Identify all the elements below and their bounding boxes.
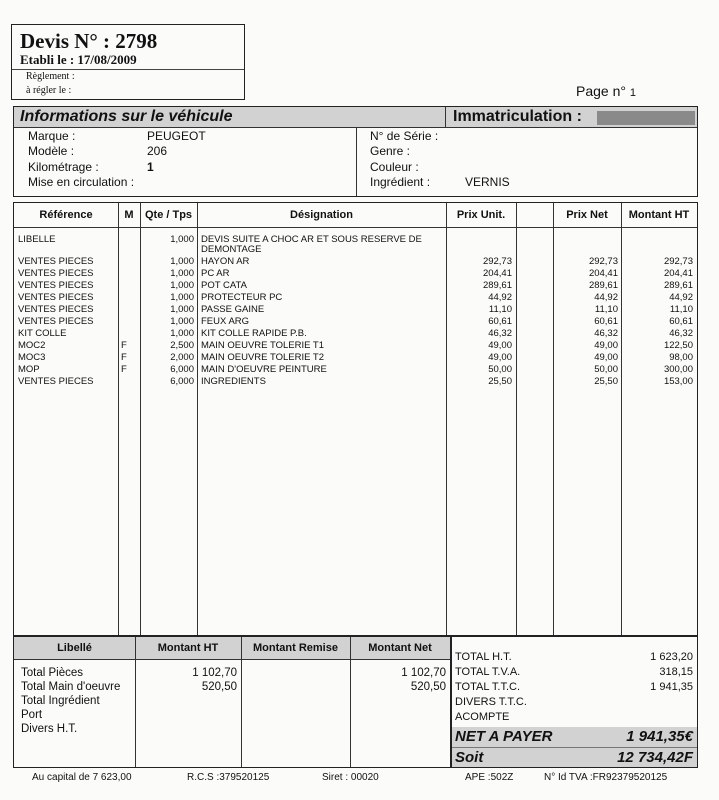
line-pu: 204,41 bbox=[482, 268, 512, 279]
line-qte: 1,000 bbox=[170, 268, 194, 279]
line-qte: 2,000 bbox=[170, 352, 194, 363]
line-ref: VENTES PIECES bbox=[18, 280, 94, 291]
acompte-label: ACOMPTE bbox=[455, 711, 510, 723]
net-a-payer-value: 1 941,35€ bbox=[626, 728, 693, 745]
net-a-payer-label: NET A PAYER bbox=[455, 728, 553, 745]
totals-box bbox=[451, 636, 698, 768]
total-tva-value: 318,15 bbox=[659, 666, 693, 678]
line-pu: 49,00 bbox=[488, 340, 512, 351]
col-prix-net: Prix Net bbox=[566, 209, 608, 221]
a-regler-label: à régler le : bbox=[26, 85, 72, 96]
modele-label: Modèle : bbox=[28, 144, 75, 158]
total-ht-label: TOTAL H.T. bbox=[455, 651, 512, 663]
line-ref: KIT COLLE bbox=[18, 328, 67, 339]
soit-label: Soit bbox=[455, 749, 484, 766]
line-qte: 1,000 bbox=[170, 316, 194, 327]
line-ref: MOP bbox=[18, 364, 40, 375]
quote-header-box bbox=[11, 24, 245, 100]
total-ttc-value: 1 941,35 bbox=[650, 681, 693, 693]
line-des: MAIN OEUVRE TOLERIE T1 bbox=[201, 340, 325, 351]
line-mt: 292,73 bbox=[663, 256, 693, 267]
immat-redacted bbox=[597, 111, 695, 125]
summary-row-net: 520,50 bbox=[410, 681, 446, 693]
quote-title: Devis N° : 2798 bbox=[20, 29, 158, 53]
immat-title: Immatriculation : bbox=[453, 108, 582, 125]
line-mt: 122,50 bbox=[663, 340, 693, 351]
total-tva-label: TOTAL T.V.A. bbox=[455, 666, 521, 678]
footer-ape: APE :502Z bbox=[465, 772, 514, 783]
page-value: 1 bbox=[629, 87, 636, 99]
line-des-continued: DEMONTAGE bbox=[201, 244, 262, 255]
vehicle-section-title: Informations sur le véhicule bbox=[20, 108, 233, 125]
col-designation: Désignation bbox=[290, 209, 353, 221]
footer-siret: Siret : 00020 bbox=[322, 772, 379, 783]
line-qte: 1,000 bbox=[170, 256, 194, 267]
line-pn: 25,50 bbox=[594, 376, 618, 387]
line-mt: 98,00 bbox=[669, 352, 693, 363]
ingredient-value: VERNIS bbox=[465, 175, 510, 189]
summary-row-ht: 520,50 bbox=[201, 681, 237, 693]
reglement-label: Règlement : bbox=[26, 71, 75, 82]
summary-row-label: Divers H.T. bbox=[21, 723, 78, 735]
line-des: MAIN OEUVRE TOLERIE T2 bbox=[201, 352, 325, 363]
line-des: INGREDIENTS bbox=[201, 376, 266, 387]
vehicle-info-box bbox=[13, 106, 698, 197]
ingredient-label: Ingrédient : bbox=[370, 175, 431, 189]
line-mt: 46,32 bbox=[669, 328, 693, 339]
line-pn: 50,00 bbox=[594, 364, 618, 375]
col-reference: Référence bbox=[39, 209, 93, 221]
modele-value: 206 bbox=[147, 144, 168, 158]
line-des: PROTECTEUR PC bbox=[201, 292, 283, 303]
line-mt: 44,92 bbox=[669, 292, 693, 303]
mise-circulation-label: Mise en circulation : bbox=[28, 175, 135, 189]
line-ref: VENTES PIECES bbox=[18, 292, 94, 303]
line-pu: 46,32 bbox=[488, 328, 512, 339]
line-qte: 1,000 bbox=[170, 280, 194, 291]
line-pu: 25,50 bbox=[488, 376, 512, 387]
summary-row-ht: 1 102,70 bbox=[192, 667, 237, 679]
col-m: M bbox=[124, 209, 134, 221]
line-qte: 2,500 bbox=[170, 340, 194, 351]
line-qte: 1,000 bbox=[170, 304, 194, 315]
line-qte: 6,000 bbox=[170, 364, 194, 375]
line-des: DEVIS SUITE A CHOC AR ET SOUS RESERVE DE bbox=[201, 234, 422, 245]
footer-rcs: R.C.S :379520125 bbox=[187, 772, 270, 783]
line-pn: 292,73 bbox=[588, 256, 618, 267]
line-pu: 49,00 bbox=[488, 352, 512, 363]
divers-ttc-label: DIVERS T.T.C. bbox=[455, 696, 527, 708]
col-prix-unit: Prix Unit. bbox=[456, 209, 506, 221]
genre-label: Genre : bbox=[370, 144, 411, 158]
line-qte: 1,000 bbox=[170, 234, 194, 245]
line-ref: MOC3 bbox=[18, 352, 46, 363]
line-pn: 49,00 bbox=[594, 352, 618, 363]
marque-value: PEUGEOT bbox=[147, 129, 206, 143]
line-ref: MOC2 bbox=[18, 340, 46, 351]
soit-value: 12 734,42F bbox=[617, 749, 693, 766]
line-pu: 50,00 bbox=[488, 364, 512, 375]
line-qte: 1,000 bbox=[170, 292, 194, 303]
footer-capital: Au capital de 7 623,00 bbox=[32, 772, 132, 783]
line-des: POT CATA bbox=[201, 280, 247, 291]
line-mt: 300,00 bbox=[663, 364, 693, 375]
line-ref: LIBELLE bbox=[18, 234, 56, 245]
quote-date: Etabli le : 17/08/2009 bbox=[20, 52, 137, 67]
line-pn: 46,32 bbox=[594, 328, 618, 339]
line-ref: VENTES PIECES bbox=[18, 256, 94, 267]
page-number bbox=[576, 83, 636, 99]
line-des: FEUX ARG bbox=[201, 316, 250, 327]
line-m: F bbox=[121, 364, 127, 375]
line-ref: VENTES PIECES bbox=[18, 376, 94, 387]
line-pu: 11,10 bbox=[488, 304, 512, 315]
line-qte: 6,000 bbox=[170, 376, 194, 387]
col-qte: Qte / Tps bbox=[144, 209, 193, 221]
line-pn: 44,92 bbox=[594, 292, 618, 303]
total-ht-value: 1 623,20 bbox=[650, 651, 693, 663]
line-pu: 44,92 bbox=[488, 292, 512, 303]
line-mt: 204,41 bbox=[663, 268, 693, 279]
summary-col-libelle: Libellé bbox=[57, 642, 92, 654]
line-pn: 11,10 bbox=[594, 304, 618, 315]
line-pn: 49,00 bbox=[594, 340, 618, 351]
line-des: HAYON AR bbox=[201, 256, 250, 267]
summary-table bbox=[13, 636, 451, 768]
summary-row-net: 1 102,70 bbox=[401, 667, 446, 679]
line-qte: 1,000 bbox=[170, 328, 194, 339]
summary-row-label: Total Main d'oeuvre bbox=[21, 681, 121, 693]
line-m: F bbox=[121, 352, 127, 363]
line-ref: VENTES PIECES bbox=[18, 316, 94, 327]
page-label: Page n° bbox=[576, 83, 626, 99]
line-mt: 11,10 bbox=[669, 304, 693, 315]
line-pn: 204,41 bbox=[588, 268, 618, 279]
col-montant-ht: Montant HT bbox=[628, 209, 690, 221]
line-m: F bbox=[121, 340, 127, 351]
kilometrage-label: Kilométrage : bbox=[28, 160, 99, 174]
line-pu: 60,61 bbox=[488, 316, 512, 327]
line-pn: 60,61 bbox=[594, 316, 618, 327]
line-mt: 153,00 bbox=[663, 376, 693, 387]
summary-row-label: Total Pièces bbox=[21, 667, 84, 679]
lines-table bbox=[13, 202, 698, 636]
line-ref: VENTES PIECES bbox=[18, 304, 94, 315]
line-pu: 289,61 bbox=[482, 280, 512, 291]
summary-row-label: Port bbox=[21, 709, 43, 721]
summary-row-label: Total Ingrédient bbox=[21, 695, 100, 707]
line-pn: 289,61 bbox=[588, 280, 618, 291]
line-mt: 60,61 bbox=[669, 316, 693, 327]
summary-col-remise: Montant Remise bbox=[253, 642, 338, 654]
line-ref: VENTES PIECES bbox=[18, 268, 94, 279]
couleur-label: Couleur : bbox=[370, 160, 419, 174]
total-ttc-label: TOTAL T.T.C. bbox=[455, 681, 520, 693]
summary-col-net: Montant Net bbox=[368, 642, 432, 654]
line-mt: 289,61 bbox=[663, 280, 693, 291]
line-des: PC AR bbox=[201, 268, 230, 279]
line-pu: 292,73 bbox=[482, 256, 512, 267]
line-des: MAIN D'OEUVRE PEINTURE bbox=[201, 364, 327, 375]
footer-tva: N° Id TVA :FR92379520125 bbox=[544, 772, 668, 783]
marque-label: Marque : bbox=[28, 129, 76, 143]
line-des: KIT COLLE RAPIDE P.B. bbox=[201, 328, 307, 339]
line-des: PASSE GAINE bbox=[201, 304, 265, 315]
kilometrage-value: 1 bbox=[147, 160, 154, 174]
serie-label: N° de Série : bbox=[370, 129, 439, 143]
summary-col-montant-ht: Montant HT bbox=[157, 642, 219, 654]
